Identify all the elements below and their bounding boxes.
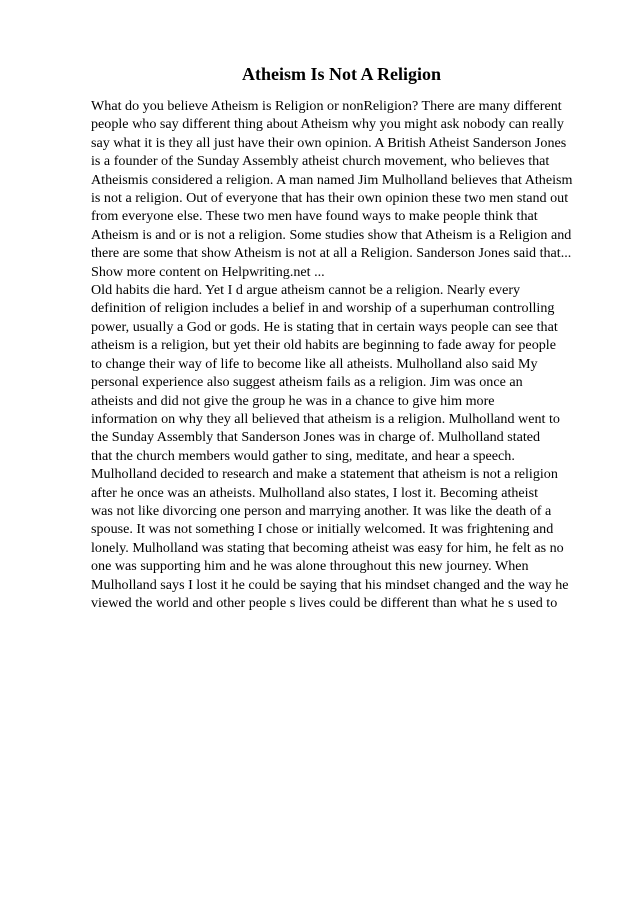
body-line: the Sunday Assembly that Sanderson Jones was in charge of. Mulholland stated [91, 429, 541, 446]
body-line: is not a religion. Out of everyone that has their own opinion these two men stand out [91, 190, 569, 207]
body-line: What do you believe Atheism is Religion or nonReligion? There are many different [91, 98, 562, 114]
body-line: to change their way of life to become like all atheists. Mulholland also said My [91, 355, 538, 372]
body-line: that the church members would gather to sing, meditate, and hear a speech. [91, 447, 515, 464]
body-line: viewed the world and other people s lives could be different than what he s used to [91, 594, 558, 611]
body-line: from everyone else. These two men have found ways to make people think that [91, 208, 538, 225]
body-line: Mulholland says I lost it he could be saying that his mindset changed and the way he [91, 576, 569, 593]
body-line: atheism is a religion, but yet their old habits are beginning to fade away for people [91, 337, 556, 354]
body-line: definition of religion includes a belief in and worship of a superhuman controlling [91, 300, 555, 317]
body-line: Mulholland decided to research and make a statement that atheism is not a religion [91, 466, 558, 483]
body-line: is a founder of the Sunday Assembly atheist church movement, who believes that [91, 153, 550, 170]
body-line: atheists and did not give the group he was in a chance to give him more [91, 392, 495, 409]
body-line: Old habits die hard. Yet I d argue atheism cannot be a religion. Nearly every [91, 282, 521, 299]
body-line: say what it is they all just have their own opinion. A British Atheist Sanderson Jones [91, 134, 567, 151]
body-line: Atheismis considered a religion. A man named Jim Mulholland believes that Atheism [91, 171, 573, 188]
body-line: power, usually a God or gods. He is stating that in certain ways people can see that [91, 318, 558, 335]
body-line: was not like divorcing one person and marrying another. It was like the death of a [91, 502, 552, 519]
body-line: lonely. Mulholland was stating that becoming atheist was easy for him, he felt as no [91, 539, 564, 556]
body-line: one was supporting him and he was alone throughout this new journey. When [91, 558, 529, 575]
body-line: personal experience also suggest atheism fails as a religion. Jim was once an [91, 374, 523, 391]
body-line: people who say different thing about Atheism why you might ask nobody can really [91, 116, 564, 133]
body-line: there are some that show Atheism is not at all a Religion. Sanderson Jones said that... [91, 245, 572, 262]
document-title: Atheism Is Not A Religion [241, 64, 441, 84]
body-line: spouse. It was not something I chose or initially welcomed. It was frightening and [91, 521, 554, 538]
show-more-link[interactable]: Show more content on Helpwriting.net ... [91, 263, 325, 280]
document-body [91, 97, 601, 612]
body-line: information on why they all believed that atheism is a religion. Mulholland went to [91, 410, 560, 427]
body-line: after he once was an atheists. Mulholland also states, I lost it. Becoming atheist [91, 484, 538, 501]
body-line: Atheism is and or is not a religion. Some studies show that Atheism is a Religion and [91, 226, 572, 243]
